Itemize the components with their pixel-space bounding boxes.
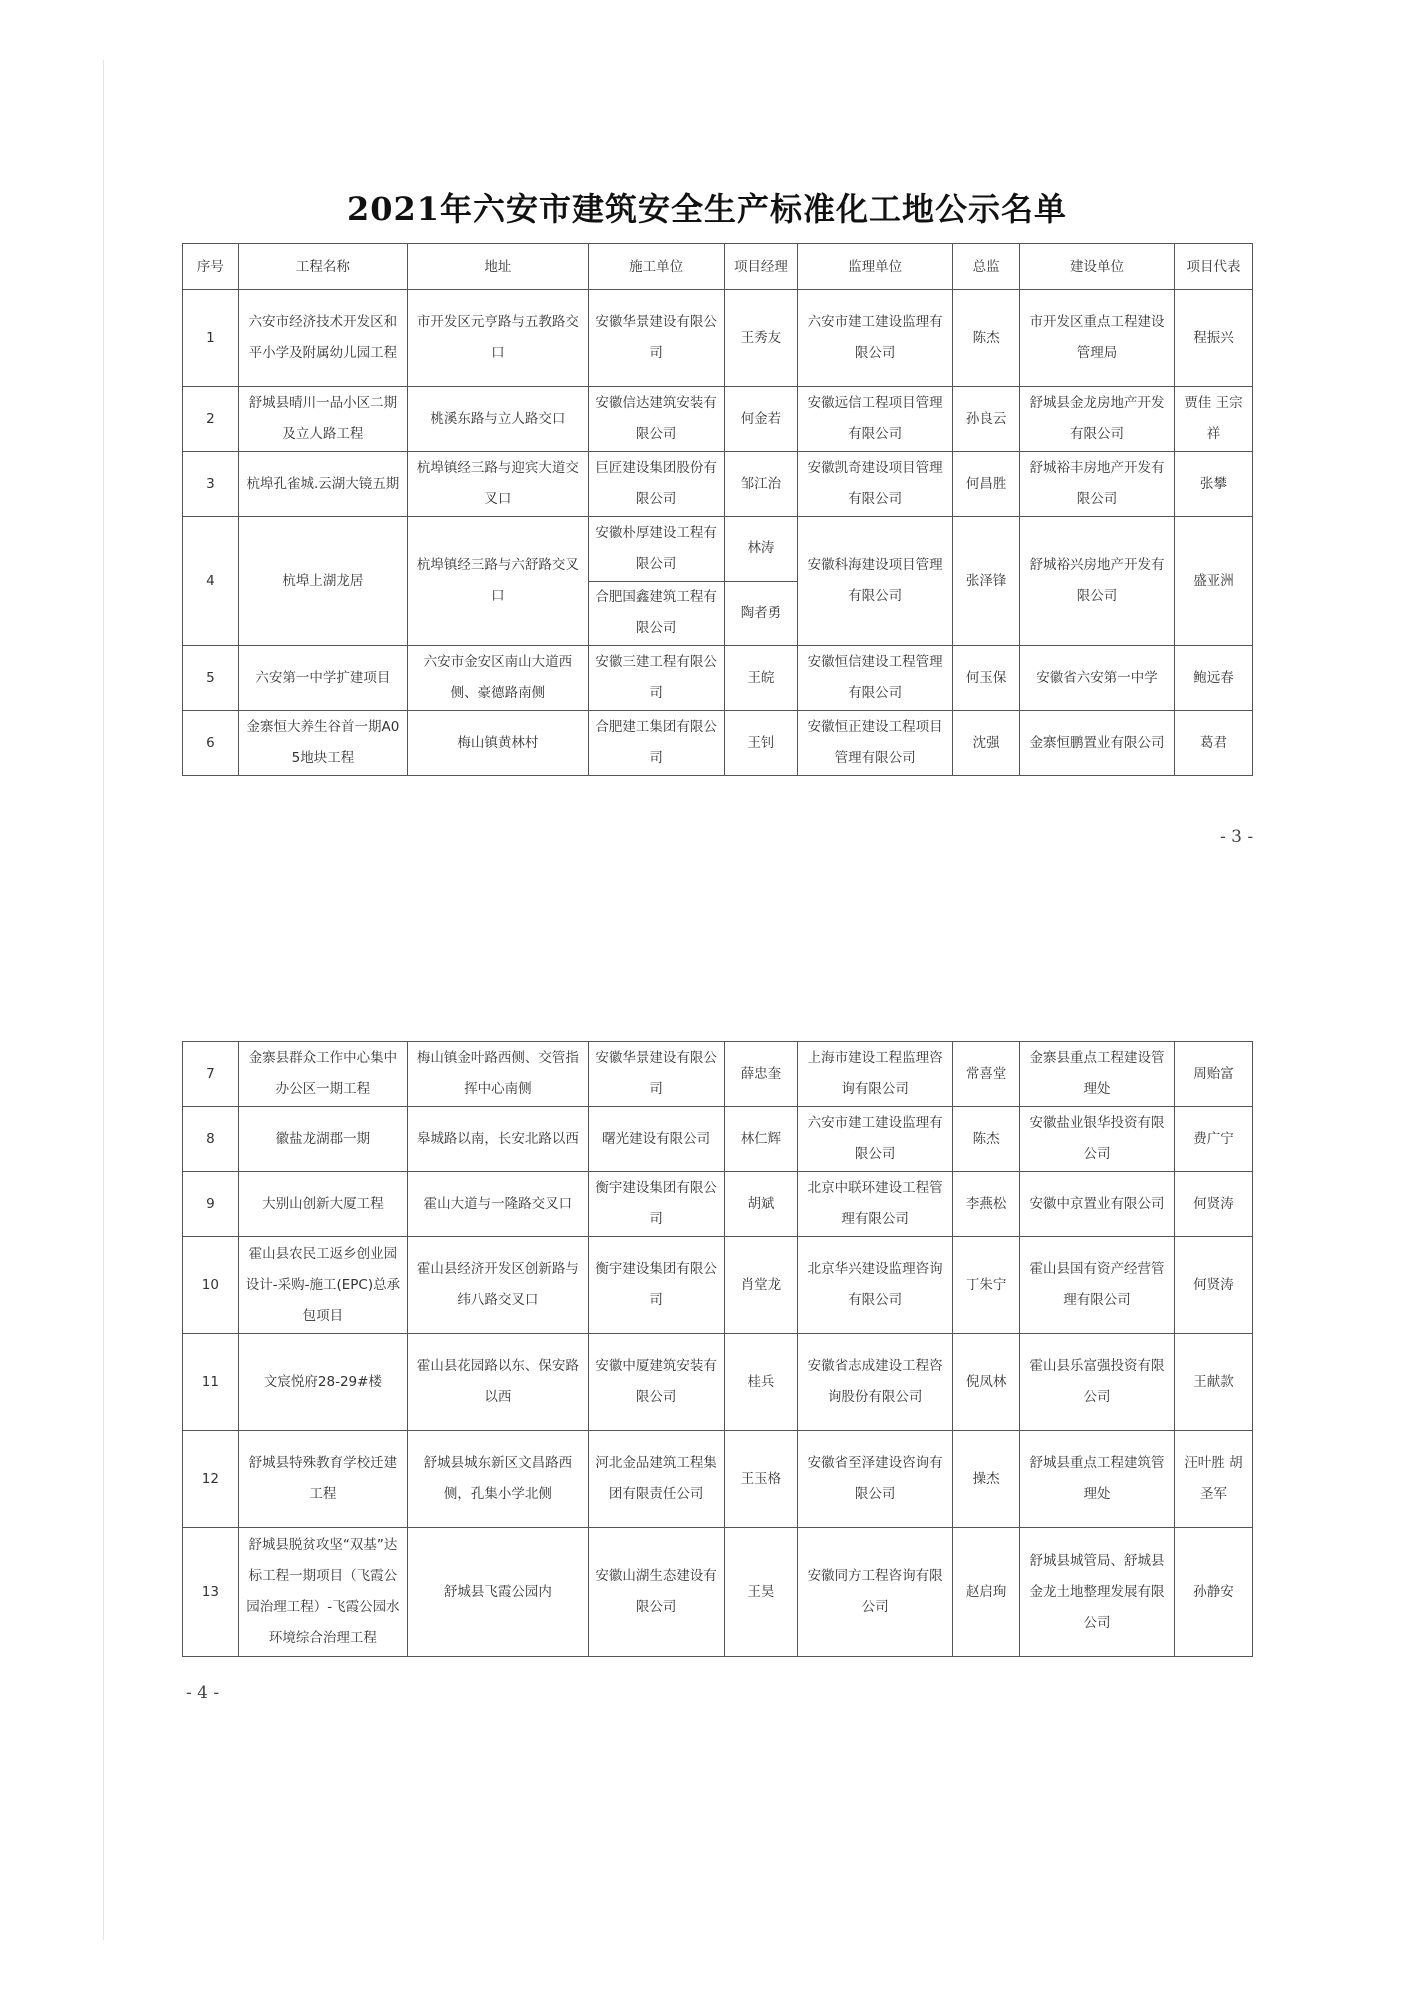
cell-no: 4 xyxy=(183,517,239,646)
cell-project: 徽盐龙湖郡一期 xyxy=(238,1107,407,1172)
cell-owner: 舒城裕兴房地产开发有限公司 xyxy=(1020,517,1175,646)
cell-manager: 王玉格 xyxy=(724,1431,798,1528)
header-rep: 项目代表 xyxy=(1174,244,1252,290)
table-row xyxy=(183,517,1253,582)
page-number-3: - 3 - xyxy=(1220,827,1254,847)
site-list-table-page-4 xyxy=(182,1041,1253,1657)
cell-address: 杭埠镇经三路与迎宾大道交叉口 xyxy=(408,452,589,517)
cell-builder: 合肥建工集团有限公司 xyxy=(588,711,724,776)
cell-address: 桃溪东路与立人路交口 xyxy=(408,387,589,452)
cell-chief: 孙良云 xyxy=(953,387,1020,452)
table-row xyxy=(183,1107,1253,1172)
cell-chief: 丁朱宁 xyxy=(953,1237,1020,1334)
cell-chief: 沈强 xyxy=(953,711,1020,776)
cell-project: 文宸悦府28-29#楼 xyxy=(238,1334,407,1431)
header-supervisor: 监理单位 xyxy=(798,244,953,290)
page-margin-line xyxy=(103,60,104,1940)
cell-owner: 舒城县重点工程建筑管理处 xyxy=(1020,1431,1175,1528)
cell-manager: 林涛 xyxy=(724,517,798,582)
cell-supervisor-unit: 北京华兴建设监理咨询有限公司 xyxy=(798,1237,953,1334)
cell-manager: 肖堂龙 xyxy=(724,1237,798,1334)
cell-owner: 霍山县乐富强投资有限公司 xyxy=(1020,1334,1175,1431)
cell-manager: 桂兵 xyxy=(724,1334,798,1431)
header-project: 工程名称 xyxy=(238,244,407,290)
cell-chief: 张泽锋 xyxy=(953,517,1020,646)
cell-no: 2 xyxy=(183,387,239,452)
table-row xyxy=(183,1334,1253,1431)
cell-project: 金寨县群众工作中心集中办公区一期工程 xyxy=(238,1042,407,1107)
table-header-row xyxy=(183,244,1253,290)
cell-builder: 巨匠建设集团股份有限公司 xyxy=(588,452,724,517)
cell-builder: 合肥国鑫建筑工程有限公司 xyxy=(588,581,724,646)
cell-supervisor-unit: 安徽省志成建设工程咨询股份有限公司 xyxy=(798,1334,953,1431)
cell-builder: 曙光建设有限公司 xyxy=(588,1107,724,1172)
cell-chief: 陈杰 xyxy=(953,290,1020,387)
cell-builder: 安徽信达建筑安装有限公司 xyxy=(588,387,724,452)
cell-no: 8 xyxy=(183,1107,239,1172)
table-row xyxy=(183,1528,1253,1657)
cell-address: 霍山大道与一隆路交叉口 xyxy=(408,1172,589,1237)
cell-rep: 费广宁 xyxy=(1174,1107,1252,1172)
cell-supervisor-unit: 安徽恒信建设工程管理有限公司 xyxy=(798,646,953,711)
cell-chief: 何昌胜 xyxy=(953,452,1020,517)
cell-rep: 周贻富 xyxy=(1174,1042,1252,1107)
table-row xyxy=(183,1042,1253,1107)
cell-project: 杭埠上湖龙居 xyxy=(238,517,407,646)
cell-address: 舒城县飞霞公园内 xyxy=(408,1528,589,1657)
cell-project: 舒城县晴川一品小区二期及立人路工程 xyxy=(238,387,407,452)
header-no: 序号 xyxy=(183,244,239,290)
table-row xyxy=(183,452,1253,517)
cell-owner: 舒城县金龙房地产开发有限公司 xyxy=(1020,387,1175,452)
cell-manager: 陶者勇 xyxy=(724,581,798,646)
cell-manager: 王钊 xyxy=(724,711,798,776)
table-row xyxy=(183,711,1253,776)
cell-project: 舒城县脱贫攻坚“双基”达标工程一期项目（飞霞公园治理工程）-飞霞公园水环境综合治理工程 xyxy=(238,1528,407,1657)
cell-manager: 薛忠奎 xyxy=(724,1042,798,1107)
cell-supervisor-unit: 安徽凯奇建设项目管理有限公司 xyxy=(798,452,953,517)
cell-project: 杭埠孔雀城.云湖大镜五期 xyxy=(238,452,407,517)
cell-supervisor-unit: 安徽科海建设项目管理有限公司 xyxy=(798,517,953,646)
cell-chief: 何玉保 xyxy=(953,646,1020,711)
cell-owner: 市开发区重点工程建设管理局 xyxy=(1020,290,1175,387)
cell-rep: 张攀 xyxy=(1174,452,1252,517)
cell-project: 六安市经济技术开发区和平小学及附属幼儿园工程 xyxy=(238,290,407,387)
cell-builder: 衡宇建设集团有限公司 xyxy=(588,1237,724,1334)
cell-project: 大别山创新大厦工程 xyxy=(238,1172,407,1237)
cell-address: 舒城县城东新区文昌路西侧，孔集小学北侧 xyxy=(408,1431,589,1528)
header-manager: 项目经理 xyxy=(724,244,798,290)
cell-builder: 衡宇建设集团有限公司 xyxy=(588,1172,724,1237)
header-chief: 总监 xyxy=(953,244,1020,290)
cell-address: 市开发区元亨路与五教路交口 xyxy=(408,290,589,387)
cell-rep: 何贤涛 xyxy=(1174,1237,1252,1334)
cell-no: 3 xyxy=(183,452,239,517)
header-address: 地址 xyxy=(408,244,589,290)
cell-builder: 安徽山湖生态建设有限公司 xyxy=(588,1528,724,1657)
page-number-4: - 4 - xyxy=(186,1683,220,1703)
cell-builder: 安徽中厦建筑安装有限公司 xyxy=(588,1334,724,1431)
cell-owner: 金寨恒鹏置业有限公司 xyxy=(1020,711,1175,776)
page-title: 2021年六安市建筑安全生产标准化工地公示名单 xyxy=(346,190,1068,228)
cell-no: 1 xyxy=(183,290,239,387)
cell-owner: 霍山县国有资产经营管理有限公司 xyxy=(1020,1237,1175,1334)
cell-supervisor-unit: 六安市建工建设监理有限公司 xyxy=(798,1107,953,1172)
cell-no: 13 xyxy=(183,1528,239,1657)
cell-chief: 常喜堂 xyxy=(953,1042,1020,1107)
cell-project: 霍山县农民工返乡创业园设计-采购-施工(EPC)总承包项目 xyxy=(238,1237,407,1334)
cell-rep: 孙静安 xyxy=(1174,1528,1252,1657)
cell-no: 6 xyxy=(183,711,239,776)
cell-chief: 陈杰 xyxy=(953,1107,1020,1172)
cell-rep: 盛亚洲 xyxy=(1174,517,1252,646)
cell-chief: 操杰 xyxy=(953,1431,1020,1528)
cell-chief: 赵启珣 xyxy=(953,1528,1020,1657)
cell-builder: 安徽华景建设有限公司 xyxy=(588,1042,724,1107)
cell-manager: 何金若 xyxy=(724,387,798,452)
cell-builder: 安徽朴厚建设工程有限公司 xyxy=(588,517,724,582)
cell-address: 杭埠镇经三路与六舒路交叉口 xyxy=(408,517,589,646)
cell-supervisor-unit: 安徽省至泽建设咨询有限公司 xyxy=(798,1431,953,1528)
cell-manager: 林仁辉 xyxy=(724,1107,798,1172)
cell-supervisor-unit: 安徽恒正建设工程项目管理有限公司 xyxy=(798,711,953,776)
table-row xyxy=(183,290,1253,387)
cell-no: 9 xyxy=(183,1172,239,1237)
table-row xyxy=(183,387,1253,452)
cell-manager: 王昊 xyxy=(724,1528,798,1657)
cell-no: 7 xyxy=(183,1042,239,1107)
cell-project: 六安第一中学扩建项目 xyxy=(238,646,407,711)
cell-supervisor-unit: 六安市建工建设监理有限公司 xyxy=(798,290,953,387)
cell-address: 梅山镇金叶路西侧、交管指挥中心南侧 xyxy=(408,1042,589,1107)
cell-no: 5 xyxy=(183,646,239,711)
cell-supervisor-unit: 上海市建设工程监理咨询有限公司 xyxy=(798,1042,953,1107)
header-builder: 施工单位 xyxy=(588,244,724,290)
cell-project: 金寨恒大养生谷首一期A05地块工程 xyxy=(238,711,407,776)
cell-chief: 李燕松 xyxy=(953,1172,1020,1237)
cell-supervisor-unit: 安徽远信工程项目管理有限公司 xyxy=(798,387,953,452)
cell-rep: 鲍远春 xyxy=(1174,646,1252,711)
cell-address: 六安市金安区南山大道西侧、豪德路南侧 xyxy=(408,646,589,711)
cell-owner: 安徽省六安第一中学 xyxy=(1020,646,1175,711)
cell-owner: 安徽盐业银华投资有限公司 xyxy=(1020,1107,1175,1172)
cell-address: 梅山镇黄林村 xyxy=(408,711,589,776)
cell-manager: 邹江治 xyxy=(724,452,798,517)
cell-owner: 舒城裕丰房地产开发有限公司 xyxy=(1020,452,1175,517)
cell-address: 霍山县花园路以东、保安路以西 xyxy=(408,1334,589,1431)
cell-chief: 倪凤林 xyxy=(953,1334,1020,1431)
cell-manager: 王秀友 xyxy=(724,290,798,387)
cell-builder: 安徽华景建设有限公司 xyxy=(588,290,724,387)
cell-supervisor-unit: 安徽同方工程咨询有限公司 xyxy=(798,1528,953,1657)
cell-owner: 舒城县城管局、舒城县金龙土地整理发展有限公司 xyxy=(1020,1528,1175,1657)
cell-rep: 何贤涛 xyxy=(1174,1172,1252,1237)
site-list-table-page-3 xyxy=(182,243,1253,776)
cell-builder: 河北金品建筑工程集团有限责任公司 xyxy=(588,1431,724,1528)
cell-manager: 胡斌 xyxy=(724,1172,798,1237)
cell-owner: 安徽中京置业有限公司 xyxy=(1020,1172,1175,1237)
cell-no: 12 xyxy=(183,1431,239,1528)
cell-rep: 贾佳 王宗祥 xyxy=(1174,387,1252,452)
cell-no: 10 xyxy=(183,1237,239,1334)
cell-rep: 葛君 xyxy=(1174,711,1252,776)
cell-rep: 程振兴 xyxy=(1174,290,1252,387)
cell-no: 11 xyxy=(183,1334,239,1431)
cell-address: 皋城路以南，长安北路以西 xyxy=(408,1107,589,1172)
cell-manager: 王皖 xyxy=(724,646,798,711)
table-row xyxy=(183,1431,1253,1528)
header-owner: 建设单位 xyxy=(1020,244,1175,290)
cell-project: 舒城县特殊教育学校迁建工程 xyxy=(238,1431,407,1528)
cell-rep: 王献款 xyxy=(1174,1334,1252,1431)
table-row xyxy=(183,1172,1253,1237)
cell-rep: 汪叶胜 胡圣军 xyxy=(1174,1431,1252,1528)
table-row xyxy=(183,1237,1253,1334)
cell-builder: 安徽三建工程有限公司 xyxy=(588,646,724,711)
cell-supervisor-unit: 北京中联环建设工程管理有限公司 xyxy=(798,1172,953,1237)
cell-address: 霍山县经济开发区创新路与纬八路交叉口 xyxy=(408,1237,589,1334)
cell-owner: 金寨县重点工程建设管理处 xyxy=(1020,1042,1175,1107)
table-row xyxy=(183,646,1253,711)
